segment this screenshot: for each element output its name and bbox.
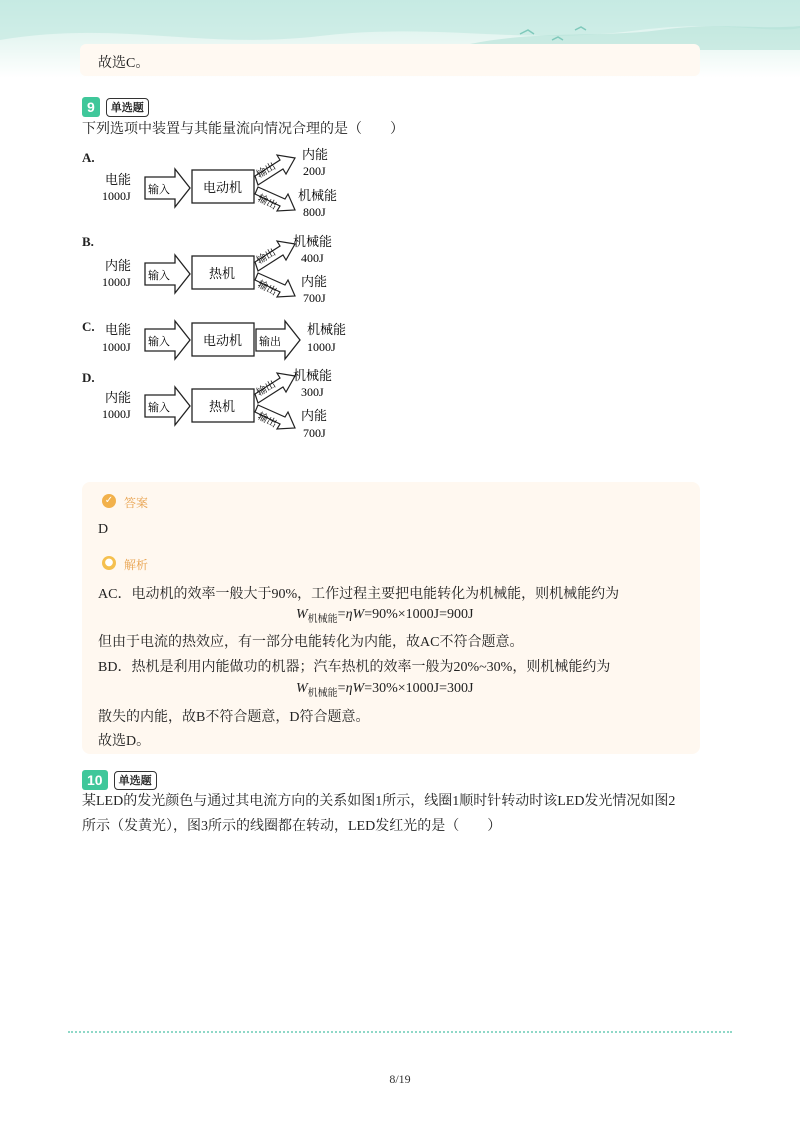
option-a-diagram [95,138,375,222]
analysis-line-3: BD．热机是利用内能做功的机器；汽车热机的效率一般为20%~30%，则机械能约为 [98,660,611,675]
question-10-stem-line-1: 某LED的发光颜色与通过其电流方向的关系如图1所示，线圈1顺时针转动时该LED发光情况如图2 [82,794,676,809]
analysis-line-1: AC．电动机的效率一般大于90%，工作过程主要把电能转化为机械能，则机械能约为 [98,587,620,602]
input-arrow-label: 输入 [148,401,170,414]
option-c-label: C. [82,319,95,334]
output-arrow-label-2: 输出 [255,410,279,431]
formula-1: $W_{机械能}=\eta W=90\%\times 1000J=900J$ [296,607,474,625]
output-arrow-label-2: 输出 [255,278,279,299]
option-c-diagram [95,312,375,362]
output1-amount: 400J [301,251,324,265]
device-name: 电动机 [203,334,243,349]
question-number: 10 [82,770,108,790]
output2-name: 内能 [301,275,328,290]
input-amount: 1000J [102,275,131,289]
output2-amount: 700J [303,291,326,305]
analysis-line-4: 散失的内能，故B不符合题意，D符合题意。 [98,710,370,725]
output1-amount: 200J [303,164,326,178]
input-arrow-label: 输入 [148,335,170,348]
output-arrow-label: 输出 [259,335,281,348]
option-b-label: B. [82,234,94,249]
input-energy: 电能 [105,173,132,188]
question-10-header [82,770,157,790]
option-d-diagram [95,362,375,446]
output1-amount: 300J [301,385,324,399]
input-energy: 内能 [105,391,132,406]
input-amount: 1000J [102,407,131,421]
input-amount: 1000J [102,340,131,354]
device-name: 电动机 [203,181,243,196]
output2-amount: 700J [303,426,326,440]
analysis-title: 解析 [124,558,149,572]
formula-2: $W_{机械能}=\eta W=30\%\times 1000J=300J$ [296,681,474,699]
analysis-line-5: 故选D。 [98,734,151,749]
check-icon: ✓ [102,494,116,508]
previous-conclusion: 故选C。 [98,56,150,71]
output-arrow-label: 输出 [255,247,278,267]
input-energy: 电能 [105,323,132,338]
option-b-diagram [95,226,375,310]
question-number: 9 [82,97,100,117]
device-name: 热机 [209,400,236,415]
answer-value: D [98,522,109,537]
option-d-label: D. [82,370,95,385]
output-arrow-label-2: 输出 [255,192,279,213]
question-type-badge: 单选题 [106,98,149,117]
output1-amount: 1000J [307,340,336,354]
input-energy: 内能 [105,259,132,274]
question-type-badge: 单选题 [114,771,157,790]
analysis-line-2: 但由于电流的热效应，有一部分电能转化为内能，故AC不符合题意。 [98,635,524,650]
output-arrow-label: 输出 [255,379,278,399]
output2-amount: 800J [303,205,326,219]
question-9-header [82,97,149,117]
previous-analysis-box [80,44,700,76]
question-10-stem-line-2: 所示（发黄光），图3所示的线圈都在转动，LED发红光的是（ ） [82,819,502,834]
input-arrow-label: 输入 [148,269,170,282]
answer-title: 答案 [124,496,149,510]
lightbulb-icon: ● [102,556,116,570]
footer-divider [68,1031,732,1033]
output1-name: 机械能 [293,369,333,384]
output2-name: 内能 [301,409,328,424]
output1-name: 机械能 [307,323,347,338]
input-amount: 1000J [102,189,131,203]
input-arrow-label: 输入 [148,183,170,196]
option-a-label: A. [82,150,95,165]
output1-name: 内能 [302,148,329,163]
question-stem: 下列选项中装置与其能量流向情况合理的是（ ） [82,122,404,137]
page-number: 8/19 [389,1072,411,1086]
device-name: 热机 [209,267,236,282]
output2-name: 机械能 [298,189,338,204]
output-arrow-label: 输出 [255,161,278,181]
output1-name: 机械能 [293,235,333,250]
